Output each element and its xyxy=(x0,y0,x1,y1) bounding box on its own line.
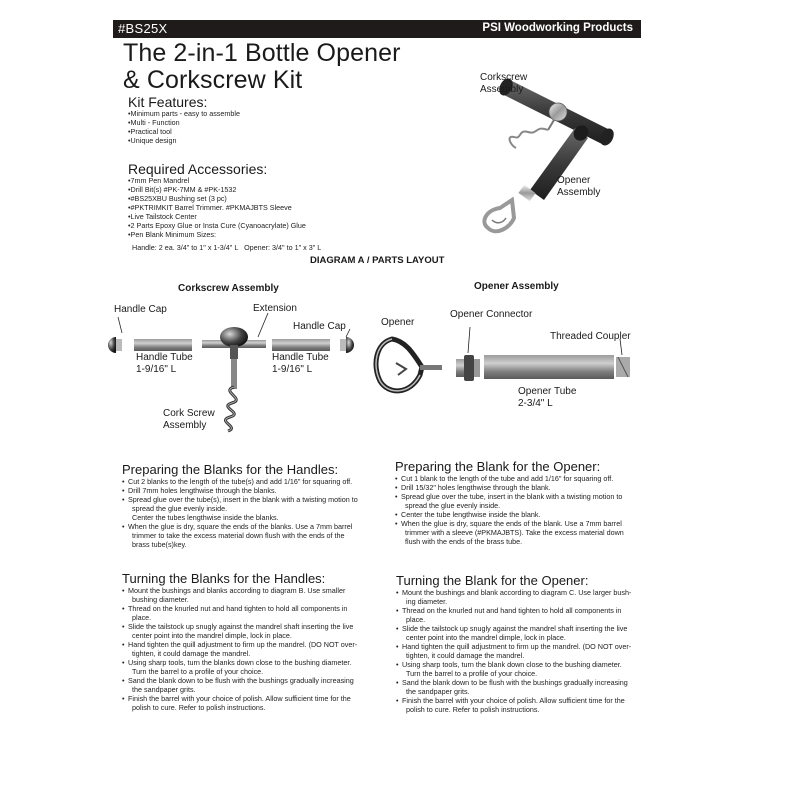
bullet-icon: • xyxy=(395,483,398,492)
step-text: Slide the tailstock up snugly against the mandrel shaft inserting the live xyxy=(128,622,354,631)
list-item: • Pen Blank Minimum Sizes: xyxy=(128,230,321,239)
step-line xyxy=(128,703,382,712)
step-text: Finish the barrel with your choice of polish. Allow sufficient time for the xyxy=(128,694,351,703)
label-cork-screw: Cork Screw Assembly xyxy=(163,408,215,431)
step-text: When the glue is dry, square the ends of the blanks. Use a 7mm barrel xyxy=(128,522,353,531)
label-handle-tube-right: Handle Tube 1-9/16" L xyxy=(272,352,329,375)
left-handle-cap xyxy=(108,337,122,353)
bullet-icon: • xyxy=(122,622,125,631)
kit-features xyxy=(128,95,240,145)
step-text: Finish the barrel with your choice of polish. Allow sufficient time for the xyxy=(402,696,625,705)
turn-opener-heading: Turning the Blank for the Opener: xyxy=(396,573,589,588)
step-line xyxy=(396,624,656,633)
bullet-icon: • xyxy=(396,660,399,669)
bullet-icon: • xyxy=(122,586,125,595)
title-line-2: & Corkscrew Kit xyxy=(123,66,303,94)
bullet-icon: • xyxy=(122,495,125,504)
step-line xyxy=(402,669,656,678)
turn-handles-heading: Turning the Blanks for the Handles: xyxy=(122,571,326,586)
step-text: Mount the bushings and blank according to diagram C. Use larger bush- xyxy=(402,588,632,597)
step-text: Sand the blank down to be flush with the bushings gradually increasing xyxy=(128,676,354,685)
step-line xyxy=(128,667,382,676)
step-line xyxy=(402,705,656,714)
list-item: • Unique design xyxy=(128,136,240,145)
opener-head xyxy=(376,339,442,391)
step-text: trimmer with a sleeve (#PKMAJBTS). Take the excess material down xyxy=(405,528,624,537)
step-text: Spread glue over the tube, insert in the blank with a twisting motion to xyxy=(401,492,623,501)
step-text: bushing diameter. xyxy=(132,595,189,604)
product-sku: #BS25X xyxy=(118,21,168,36)
label-opener-tube: Opener Tube 2-3/4" L xyxy=(518,386,577,409)
step-line xyxy=(402,687,656,696)
step-line xyxy=(128,504,382,513)
brand-name: PSI Woodworking Products xyxy=(482,22,633,34)
step-text: brass tube(s)key. xyxy=(132,540,187,549)
step-text: Thread on the knurled nut and hand tighten to hold all components in xyxy=(128,604,348,613)
bullet-icon: • xyxy=(122,676,125,685)
step-text: Spread glue over the tube(s), insert in the blank with a twisting motion to xyxy=(128,495,358,504)
list-item: • Live Tailstock Center xyxy=(128,212,321,221)
accessories-list xyxy=(128,176,321,239)
step-text: Hand tighten the quill adjustment to firm up the mandrel. (DO NOT over- xyxy=(128,640,358,649)
prep-opener-heading: Preparing the Blank for the Opener: xyxy=(395,459,601,474)
list-item: • 2 Parts Epoxy Glue or Insta Cure (Cyanoacrylate) Glue xyxy=(128,221,321,230)
opener-connector xyxy=(456,355,480,381)
step-text: center point into the mandrel dimple, lock in place. xyxy=(406,633,566,642)
step-line xyxy=(122,640,382,649)
bullet-icon: • xyxy=(122,486,125,495)
step-text: Cut 2 blanks to the length of the tube(s) and add 1/16" for squaring off. xyxy=(128,477,353,486)
step-line xyxy=(396,606,656,615)
step-line xyxy=(401,501,655,510)
step-text: ing diameter. xyxy=(406,597,448,606)
step-text: flush with the ends of the brass tube. xyxy=(405,537,523,546)
step-text: place. xyxy=(132,613,152,622)
bullet-icon: • xyxy=(396,696,399,705)
step-text: Using sharp tools, turn the blank down close to the bushing diameter. xyxy=(402,660,622,669)
turn-handles-steps xyxy=(122,586,382,712)
features-heading: Kit Features: xyxy=(128,94,208,110)
step-line xyxy=(396,678,656,687)
step-line xyxy=(401,528,655,537)
list-item: • Multi - Function xyxy=(128,118,240,127)
list-item: • Drill Bit(s) #PK-7MM & #PK-1532 xyxy=(128,185,321,194)
step-line xyxy=(122,522,382,531)
step-text: Turn the barrel to a profile of your choice. xyxy=(406,669,538,678)
step-line xyxy=(128,613,382,622)
step-line xyxy=(396,642,656,651)
bullet-icon: • xyxy=(395,510,398,519)
threaded-coupler xyxy=(616,357,630,377)
prep-handles-steps xyxy=(122,477,382,549)
step-text: polish to cure. Refer to polish instructions. xyxy=(132,703,266,712)
step-text: Center the tubes lengthwise inside the blanks. xyxy=(132,513,279,522)
list-item: • Minimum parts - easy to assemble xyxy=(128,109,240,118)
label-handle-cap-right: Handle Cap xyxy=(293,321,346,332)
bullet-icon: • xyxy=(396,642,399,651)
bullet-icon: • xyxy=(396,606,399,615)
step-line xyxy=(128,649,382,658)
step-line xyxy=(128,540,382,549)
accessories-heading: Required Accessories: xyxy=(128,161,268,177)
step-line xyxy=(122,622,382,631)
turn-opener-section xyxy=(396,574,656,714)
step-text: Cut 1 blank to the length of the tube and add 1/16" for squaring off. xyxy=(401,474,614,483)
step-line xyxy=(396,588,656,597)
turn-handles-section xyxy=(122,572,382,712)
bullet-icon: • xyxy=(396,624,399,633)
bullet-icon: • xyxy=(395,492,398,501)
opener-tube xyxy=(484,355,614,379)
step-text: Sand the blank down to be flush with the bushings gradually increasing xyxy=(402,678,628,687)
list-item: • #PKTRIMKIT Barrel Trimmer. #PKMAJBTS Sleeve xyxy=(128,203,321,212)
features-list xyxy=(128,109,240,145)
header-bar xyxy=(113,20,641,38)
label-extension: Extension xyxy=(253,303,297,314)
step-line xyxy=(402,633,656,642)
step-line xyxy=(128,685,382,694)
extension-part xyxy=(202,327,266,389)
prep-opener-steps xyxy=(395,474,655,546)
step-line xyxy=(395,474,655,483)
left-handle-tube xyxy=(134,339,192,351)
prep-handles-section xyxy=(122,463,382,549)
step-line xyxy=(128,631,382,640)
step-text: Mount the bushings and blanks according to diagram B. Use smaller xyxy=(128,586,346,595)
photo-label-opener: Opener Assembly xyxy=(557,175,601,198)
step-text: Hand tighten the quill adjustment to firm up the mandrel. (DO NOT over- xyxy=(402,642,632,651)
step-line xyxy=(395,519,655,528)
step-text: Turn the barrel to a profile of your choice. xyxy=(132,667,264,676)
step-line xyxy=(128,531,382,540)
corkscrew-assembly-title: Corkscrew Assembly xyxy=(178,283,279,294)
step-text: place. xyxy=(406,615,426,624)
page-title xyxy=(123,40,401,94)
step-line xyxy=(128,595,382,604)
cork-screw-spiral xyxy=(225,387,236,431)
step-text: When the glue is dry, square the ends of the blank. Use a 7mm barrel xyxy=(401,519,622,528)
right-handle-tube xyxy=(272,339,330,351)
step-line xyxy=(122,495,382,504)
step-line xyxy=(122,658,382,667)
step-text: Drill 15/32" holes lengthwise through the blank. xyxy=(401,483,551,492)
required-accessories xyxy=(128,162,321,252)
list-item: • 7mm Pen Mandrel xyxy=(128,176,321,185)
step-text: Thread on the knurled nut and hand tighten to hold all components in xyxy=(402,606,622,615)
step-text: Using sharp tools, turn the blanks down close to the bushing diameter. xyxy=(128,658,352,667)
step-text: trimmer to take the excess material down flush with the ends of the xyxy=(132,531,345,540)
bullet-icon: • xyxy=(395,519,398,528)
step-line xyxy=(122,604,382,613)
prep-handles-heading: Preparing the Blanks for the Handles: xyxy=(122,462,339,477)
step-line xyxy=(122,676,382,685)
step-line xyxy=(396,660,656,669)
photo-label-corkscrew: Corkscrew Assembly xyxy=(480,72,528,95)
step-text: spread the glue evenly inside. xyxy=(132,504,228,513)
step-text: polish to cure. Refer to polish instructions. xyxy=(406,705,540,714)
list-item: • Practical tool xyxy=(128,127,240,136)
label-threaded-coupler: Threaded Coupler xyxy=(550,331,631,342)
bullet-icon: • xyxy=(396,678,399,687)
bullet-icon: • xyxy=(122,640,125,649)
bullet-icon: • xyxy=(122,694,125,703)
blank-sizes: Handle: 2 ea. 3/4" to 1" x 1-3/4" L Opener: 3/4" to 1" x 3" L xyxy=(132,243,322,252)
step-text: tighten, it could damage the mandrel. xyxy=(132,649,251,658)
step-line xyxy=(122,477,382,486)
bullet-icon: • xyxy=(122,604,125,613)
step-line xyxy=(122,694,382,703)
list-item: • #BS25XBU Bushing set (3 pc) xyxy=(128,194,321,203)
step-line xyxy=(128,513,382,522)
step-line xyxy=(395,510,655,519)
step-line xyxy=(395,492,655,501)
diagram-title: DIAGRAM A / PARTS LAYOUT xyxy=(310,255,445,266)
step-text: Drill 7mm holes lengthwise through the blanks. xyxy=(128,486,277,495)
step-text: tighten, it could damage the mandrel. xyxy=(406,651,525,660)
step-text: Center the tube lengthwise inside the blank. xyxy=(401,510,541,519)
opener-assembly-title: Opener Assembly xyxy=(474,281,559,292)
turn-opener-steps xyxy=(396,588,656,714)
step-text: the sandpaper grits. xyxy=(132,685,196,694)
right-handle-cap xyxy=(340,337,354,353)
step-line xyxy=(402,615,656,624)
step-line xyxy=(122,486,382,495)
prep-opener-section xyxy=(395,460,655,546)
step-line xyxy=(396,696,656,705)
bullet-icon: • xyxy=(122,522,125,531)
bullet-icon: • xyxy=(396,588,399,597)
title-line-1: The 2-in-1 Bottle Opener xyxy=(123,39,401,67)
bullet-icon: • xyxy=(395,474,398,483)
step-line xyxy=(402,651,656,660)
label-handle-tube-left: Handle Tube 1-9/16" L xyxy=(136,352,193,375)
step-line xyxy=(395,483,655,492)
label-opener-connector: Opener Connector xyxy=(450,309,533,320)
label-opener: Opener xyxy=(381,317,415,328)
step-line xyxy=(402,597,656,606)
step-text: spread the glue evenly inside. xyxy=(405,501,501,510)
step-line xyxy=(122,586,382,595)
step-text: center point into the mandrel dimple, lock in place. xyxy=(132,631,292,640)
step-text: the sandpaper grits. xyxy=(406,687,470,696)
step-text: Slide the tailstock up snugly against the mandrel shaft inserting the live xyxy=(402,624,628,633)
label-handle-cap-left: Handle Cap xyxy=(114,304,167,315)
bullet-icon: • xyxy=(122,658,125,667)
step-line xyxy=(401,537,655,546)
bullet-icon: • xyxy=(122,477,125,486)
